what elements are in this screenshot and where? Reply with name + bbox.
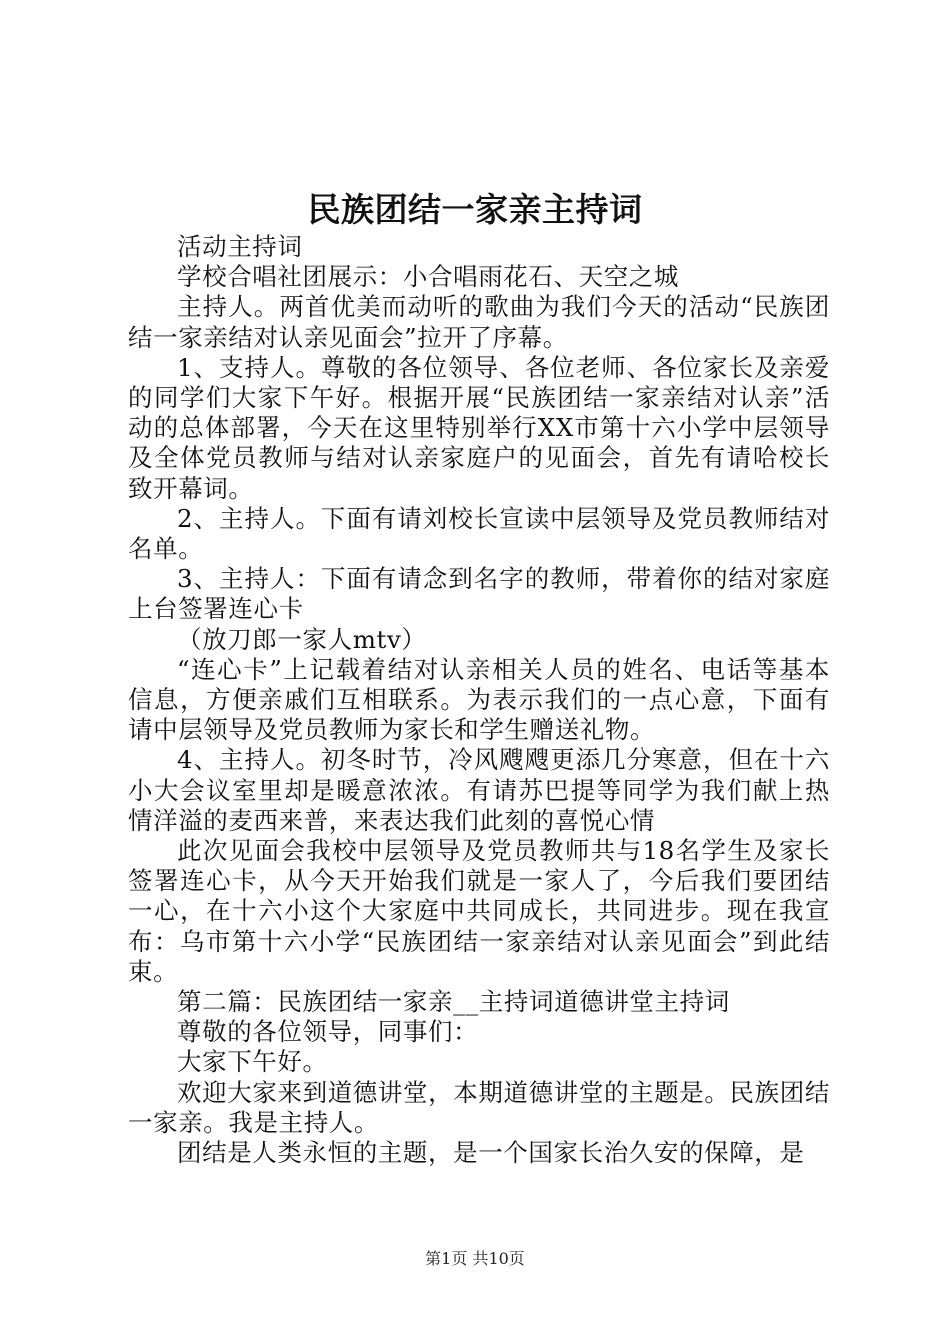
paragraph: 主持人。两首优美而动听的歌曲为我们今天的活动“民族团结一家亲结对认亲见面会”拉开了序幕。: [128, 292, 830, 352]
paragraph: “连心卡”上记载着结对认亲相关人员的姓名、电话等基本信息，方便亲戚们互相联系。为表示我们的一点心意，下面有请中层领导及党员教师为家长和学生赠送礼物。: [128, 654, 830, 745]
paragraph: 2、主持人。下面有请刘校长宣读中层领导及党员教师结对名单。: [128, 503, 830, 564]
paragraph: 欢迎大家来到道德讲堂，本期道德讲堂的主题是。民族团结一家亲。我是主持人。: [128, 1077, 830, 1137]
paragraph: 活动主持词: [177, 232, 303, 261]
document-body: [128, 232, 830, 1168]
paragraph: 大家下午好。: [177, 1047, 328, 1077]
paragraph: 学校合唱社团展示：小合唱雨花石、天空之城: [177, 262, 679, 292]
page-indicator: 第1页 共10页: [425, 1249, 525, 1268]
paragraph: 3、主持人：下面有请念到名字的教师，带着你的结对家庭上台签署连心卡: [128, 564, 830, 624]
paragraph: 第二篇：民族团结一家亲__主持词道德讲堂主持词: [177, 987, 730, 1017]
paragraph: （放刀郎一家人mtv）: [177, 624, 427, 654]
paragraph: 尊敬的各位领导，同事们：: [177, 1017, 479, 1047]
paragraph: 团结是人类永恒的主题，是一个国家长治久安的保障，是: [177, 1138, 805, 1168]
paragraph: 4、主持人。初冬时节，冷风飕飕更添几分寒意，但在十六小大会议室里却是暖意浓浓。有请苏巴提等同学为我们献上热情洋溢的麦西来普，来表达我们此刻的喜悦心情: [128, 745, 830, 835]
paragraph: 此次见面会我校中层领导及党员教师共与18名学生及家长签署连心卡，从今天开始我们就是一家人了，今后我们要团结一心，在十六小这个大家庭中共同成长，共同进步。现在我宣布：乌市第十六小学“民族团结一家亲结对认亲见面会”到此结束。: [128, 836, 830, 986]
paragraph: 1、支持人。尊敬的各位领导、各位老师、各位家长及亲爱的同学们大家下午好。根据开展“民族团结一家亲结对认亲”活动的总体部署，今天在这里特别举行XX市第十六小学中层领导及全体党员教师与结对认亲家庭户的见面会，首先有请哈校长致开幕词。: [128, 352, 830, 503]
document-title: 民族团结一家亲主持词: [307, 190, 643, 229]
